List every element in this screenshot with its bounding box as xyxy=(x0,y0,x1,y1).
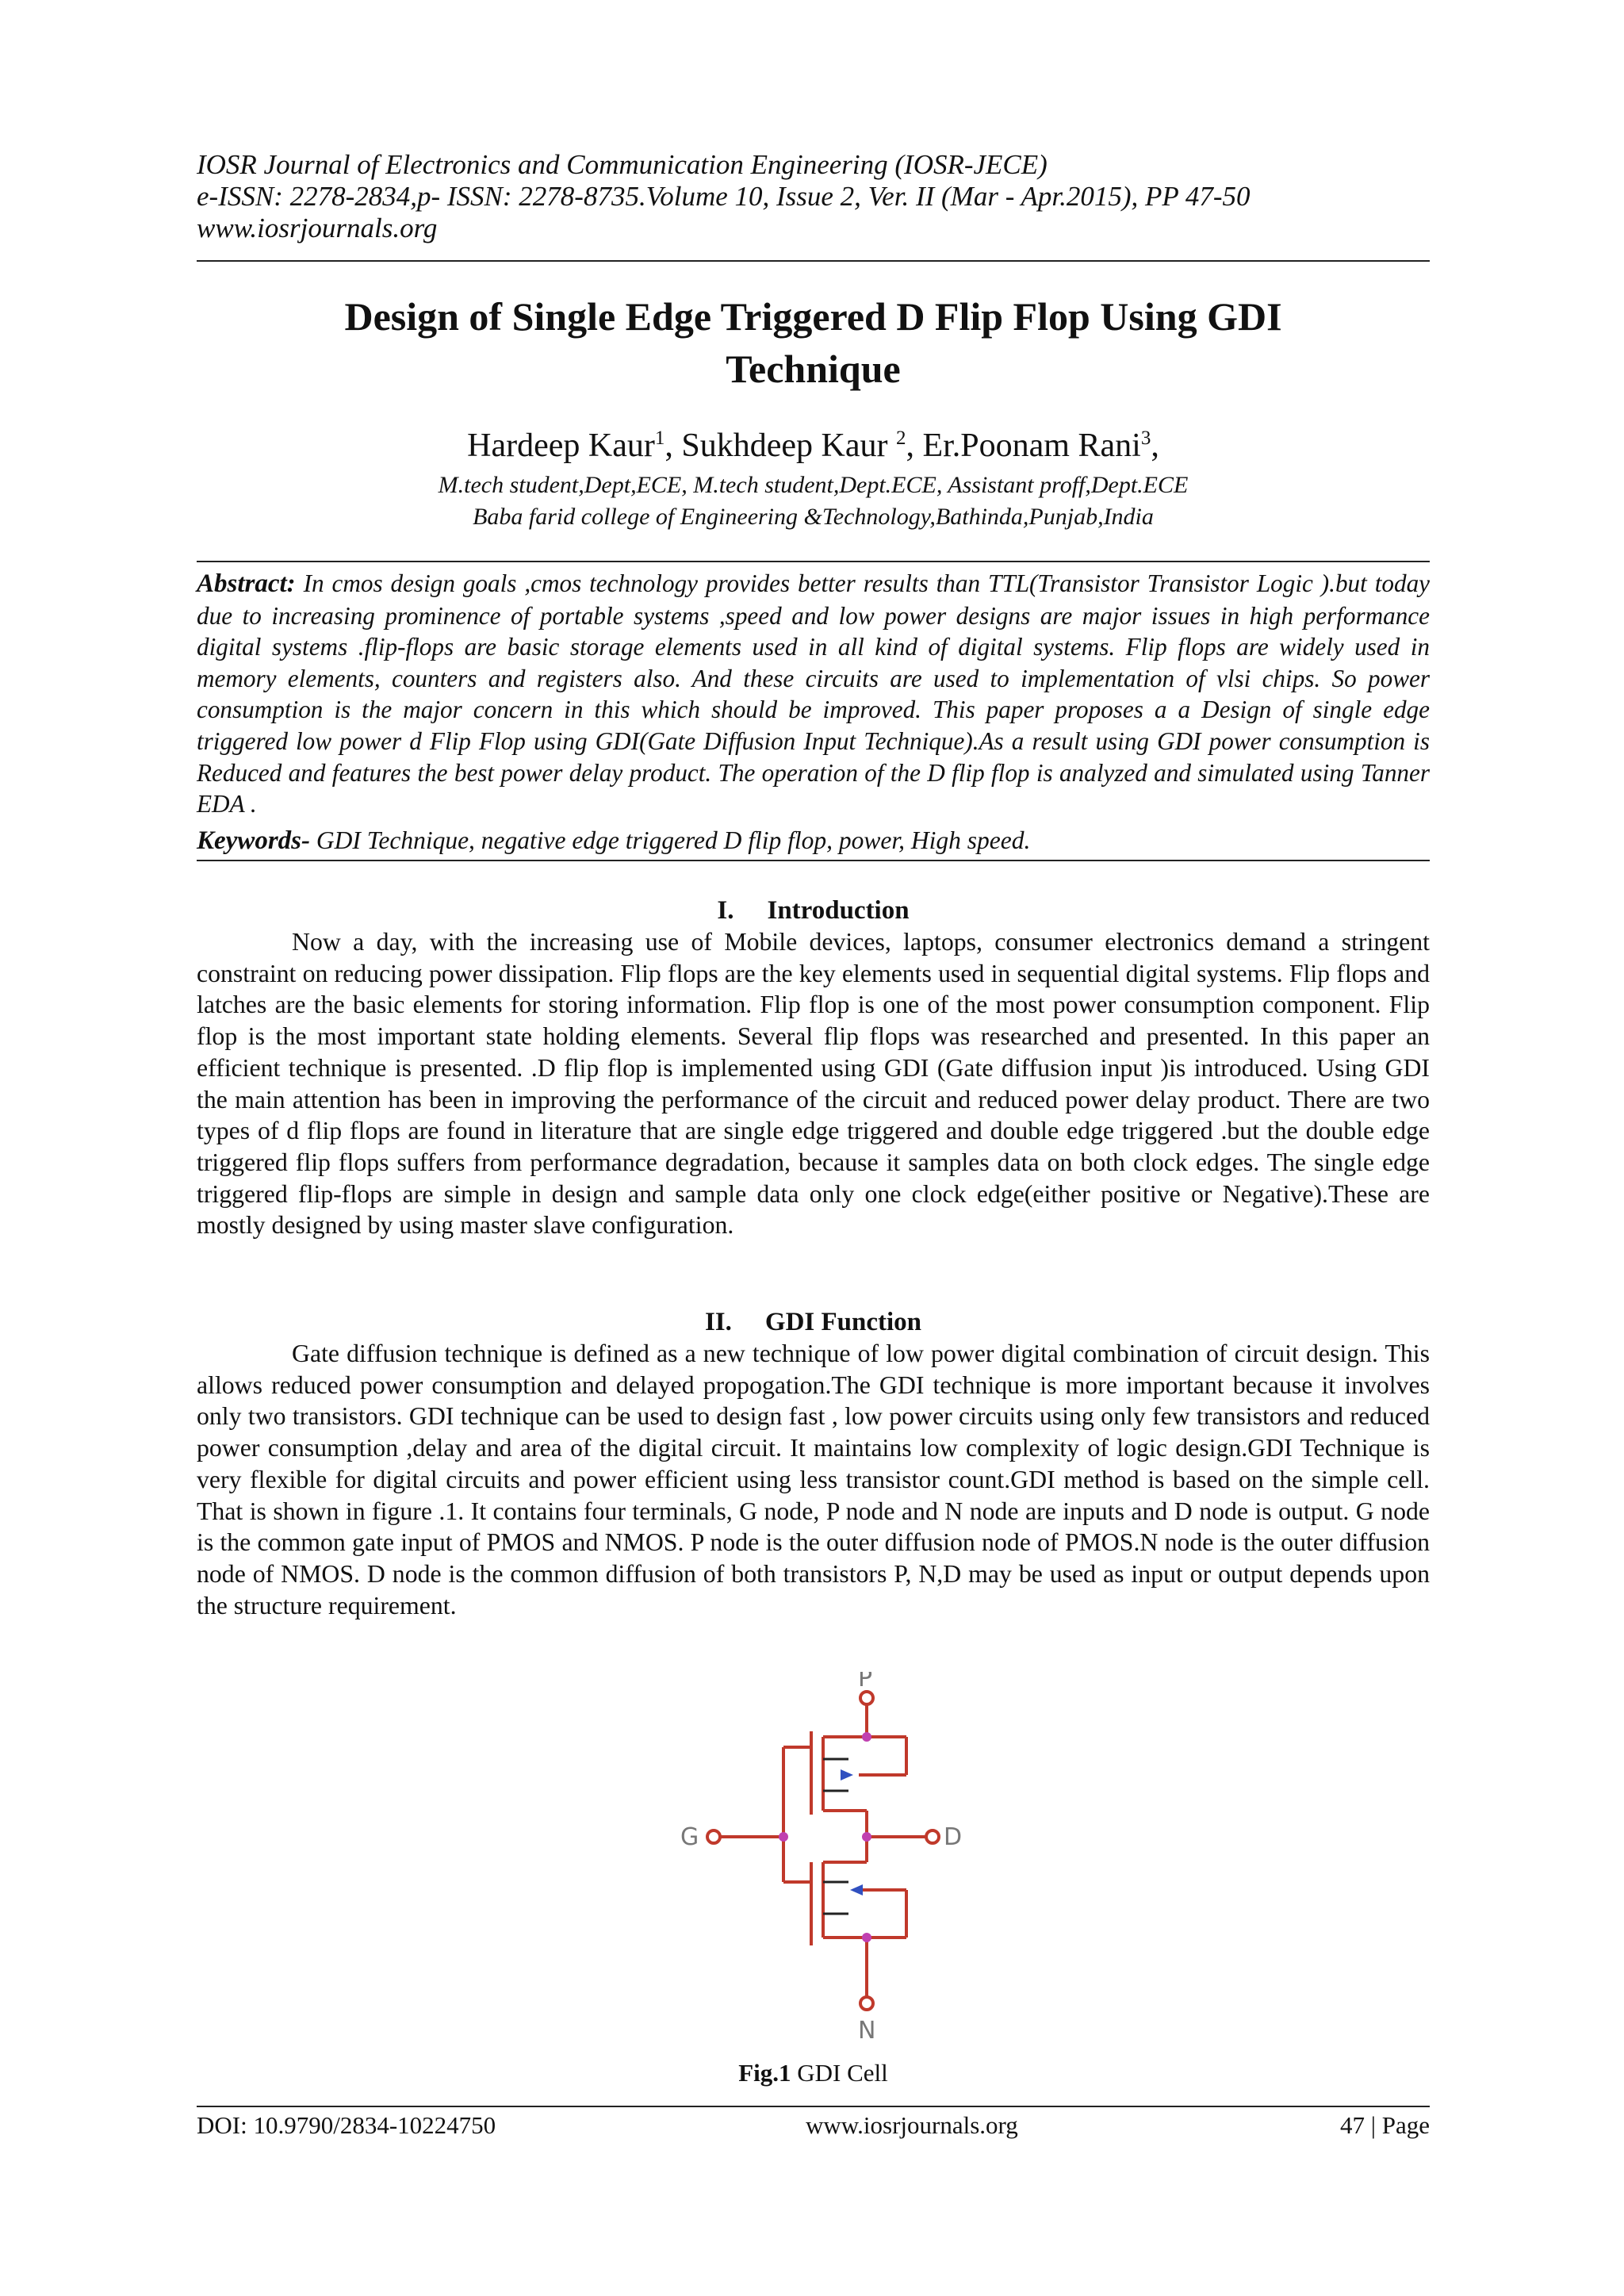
footer-rule xyxy=(197,2106,1430,2107)
footer-website[interactable]: www.iosrjournals.org xyxy=(806,2111,1018,2139)
affiliation-college: Baba farid college of Engineering &Technology,Bathinda,Punjab,India xyxy=(473,504,1154,530)
abstract-text: In cmos design goals ,cmos technology provides better results than TTL(Transistor Transistor Logic ).but today due to increasing prominence of portable systems ,speed and low power designs are major issues in high performance digital systems .flip-flops are basic storage elements used in all kind of digital systems. Flip flops are widely used in memory elements, counters and registers also. And these circuits are used to implementation of vlsi chips. So power consumption is the major concern in this which should be improved. This paper proposes a a Design of single edge triggered low power d Flip Flop using GDI(Gate Diffusion Input Technique).As a result using GDI power consumption is Reduced and features the best power delay product. The operation of the D flip flop is analyzed and simulated using Tanner EDA . xyxy=(197,569,1431,818)
title-line-2: Technique xyxy=(726,347,901,391)
journal-website[interactable]: www.iosrjournals.org xyxy=(197,213,438,243)
author-3: , Er.Poonam Rani xyxy=(906,427,1141,464)
caption-text: GDI Cell xyxy=(791,2059,888,2087)
section-body-gdi-function xyxy=(197,1338,1430,1621)
author-list xyxy=(197,419,1430,466)
author-2-sup: 2 xyxy=(895,427,906,449)
section-number: II. xyxy=(704,1308,732,1336)
abstract-bottom-rule xyxy=(197,860,1430,861)
author-trail: , xyxy=(1151,427,1159,464)
journal-issn: e-ISSN: 2278-2834,p- ISSN: 2278-8735.Volume 10, Issue 2, Ver. II (Mar - Apr.2015), PP 47-50 xyxy=(197,181,1251,212)
pmos-arrow-icon xyxy=(841,1769,853,1780)
author-2: , Sukhdeep Kaur xyxy=(665,427,896,464)
keywords-text: GDI Technique, negative edge triggered D flip flop, power, High speed. xyxy=(316,826,1031,854)
gdi-cell-figure xyxy=(665,1672,1013,2053)
journal-name: IOSR Journal of Electronics and Communication Engineering (IOSR-JECE) xyxy=(197,149,1048,180)
abstract xyxy=(197,568,1430,820)
paragraph: Gate diffusion technique is defined as a new technique of low power digital combination of circuit design. This allows reduced power consumption and delayed propogation.The GDI technique is more important because it involves only two transistors. GDI technique can be used to design fast , low power circuits using only few transistors and reduced power consumption ,delay and area of the digital circuit. It maintains low complexity of logic design.GDI Technique is very flexible for digital circuits and power efficient using less transistor count.GDI method is based on the simple cell. That is shown in figure .1. It contains four terminals, G node, P node and N node are inputs and D node is output. G node is the common gate input of PMOS and NMOS. P node is the outer diffusion node of PMOS.N node is the outer diffusion node of NMOS. D node is the common diffusion of both transistors P, N,D may be used as input or output depends upon the structure requirement. xyxy=(197,1340,1430,1619)
author-3-sup: 3 xyxy=(1140,427,1151,449)
schematic-wires xyxy=(720,1704,926,1997)
keywords-label: Keywords- xyxy=(197,826,310,855)
terminal-n-label: N xyxy=(858,2017,876,2045)
paper-title xyxy=(197,290,1430,395)
header-rule xyxy=(197,260,1430,262)
abstract-top-rule xyxy=(197,561,1430,562)
section-heading-gdi-function xyxy=(197,1306,1430,1338)
keywords xyxy=(197,825,1430,857)
abstract-label: Abstract: xyxy=(197,569,296,598)
nmos-arrow-icon xyxy=(850,1884,863,1895)
author-1: Hardeep Kaur xyxy=(467,427,655,464)
caption-label: Fig.1 xyxy=(738,2059,791,2087)
gdi-cell-schematic xyxy=(665,1672,1013,2053)
paragraph: Now a day, with the increasing use of Mobile devices, laptops, consumer electronics demand a stringent constraint on reducing power dissipation. Flip flops are the key elements used in sequential digital systems. Flip flops and latches are the basic elements for storing information. Flip flop is one of the most power consumption component. Flip flop is the most important state holding elements. Several flip flops was researched and presented. In this paper an efficient technique is presented. .D flip flop is implemented using GDI (Gate diffusion input )is introduced. Using GDI the main attention has been in improving the performance of the circuit and reduced power delay product. There are two types of d flip flops are found in literature that are single edge triggered and double edge triggered .but the double edge triggered flip flops suffers from performance degradation, because it samples data on both clock edges. The single edge triggered flip-flops are simple in design and sample data only one clock edge(either positive or Negative).These are mostly designed by using master slave configuration. xyxy=(197,928,1430,1240)
journal-header xyxy=(197,149,1430,244)
terminal-g-label: G xyxy=(680,1823,699,1851)
terminal-d-label: D xyxy=(944,1823,963,1851)
figure-caption xyxy=(197,2057,1430,2089)
section-heading-introduction xyxy=(197,895,1430,926)
section-title: Introduction xyxy=(767,896,910,925)
terminal-p-label: P xyxy=(858,1672,873,1692)
section-title: GDI Function xyxy=(764,1308,922,1336)
section-body-introduction xyxy=(197,926,1430,1241)
affiliation-dept: M.tech student,Dept,ECE, M.tech student,Dept.ECE, Assistant proff,Dept.ECE xyxy=(438,472,1189,498)
section-number: I. xyxy=(717,896,734,925)
author-1-sup: 1 xyxy=(654,427,665,449)
footer-page-number: 47 | Page xyxy=(1340,2111,1430,2139)
junction-dots xyxy=(779,1732,871,1942)
transistor-bodies xyxy=(823,1759,848,1914)
title-line-1: Design of Single Edge Triggered D Flip Flop Using GDI xyxy=(344,294,1282,339)
footer-doi: DOI: 10.9790/2834-10224750 xyxy=(197,2111,496,2139)
terminal-labels xyxy=(680,1672,962,2045)
